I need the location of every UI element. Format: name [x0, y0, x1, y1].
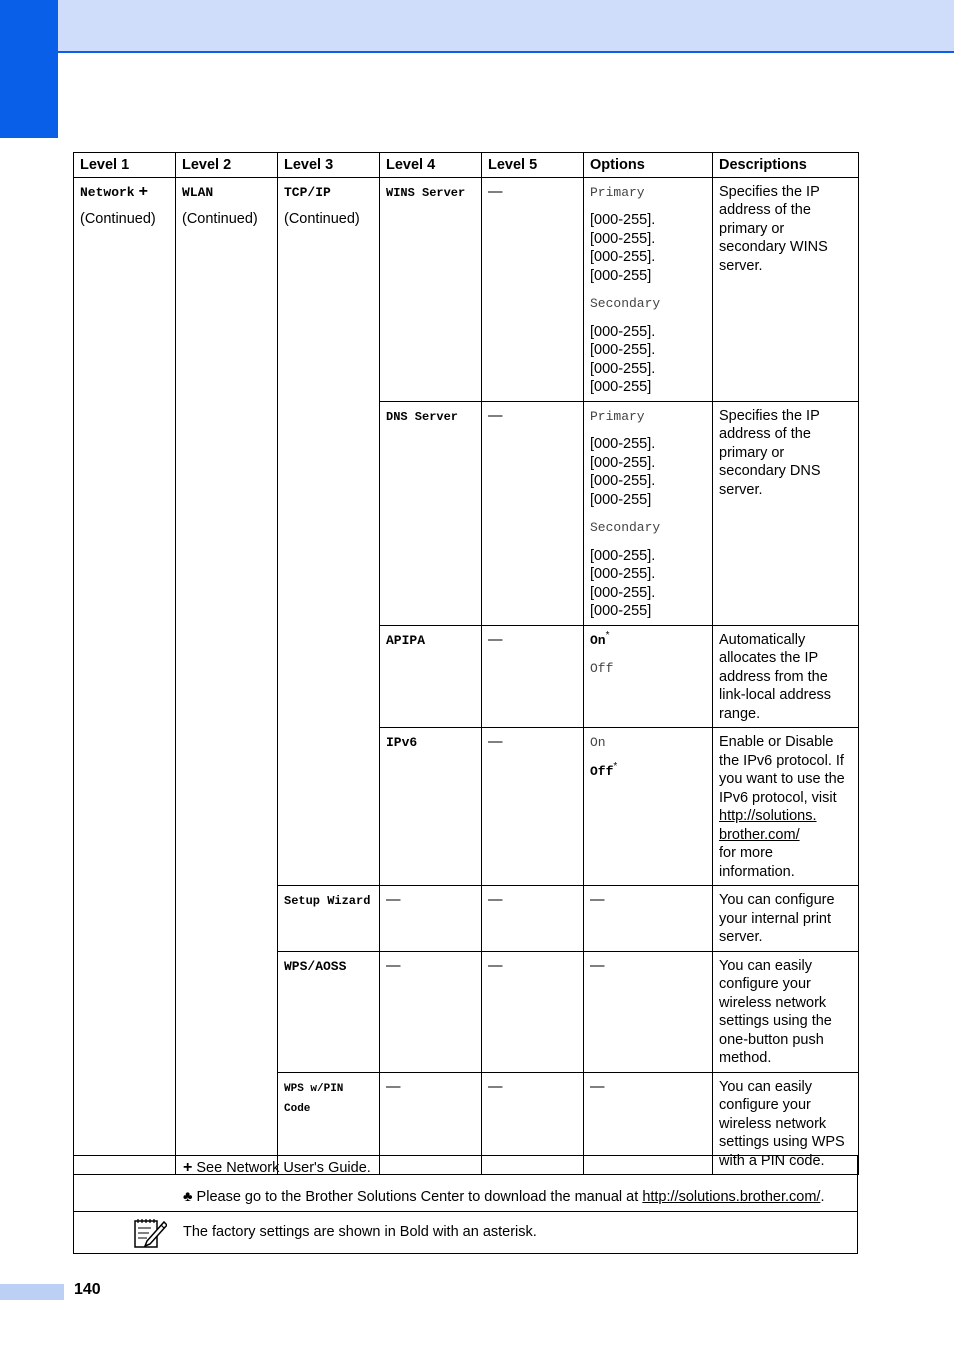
options-dash: —	[584, 1072, 713, 1175]
options-cell	[584, 177, 713, 401]
option-range: [000-255]	[590, 603, 652, 619]
option-range: [000-255].	[590, 212, 656, 228]
col-header-level2: Level 2	[176, 153, 278, 178]
level5-dash: —	[482, 951, 584, 1072]
footnotes-box	[73, 1155, 858, 1254]
option-range: [000-255].	[590, 342, 656, 358]
option-primary: Primary	[590, 184, 645, 200]
factory-settings-note: The factory settings are shown in Bold with an asterisk.	[183, 1224, 537, 1240]
col-header-level3: Level 3	[278, 153, 380, 178]
option-range: [000-255]	[590, 379, 652, 395]
level3-tcpip: TCP/IP	[284, 184, 331, 200]
options-cell	[584, 401, 713, 625]
level4-dash: —	[380, 886, 482, 952]
options-dash: —	[584, 886, 713, 952]
options-cell	[584, 625, 713, 728]
option-range: [000-255].	[590, 249, 656, 265]
settings-table	[73, 152, 859, 1175]
level3-wps-aoss: WPS/AOSS	[284, 958, 347, 974]
level3-continued: (Continued)	[284, 211, 360, 227]
level5-dash: —	[482, 728, 584, 886]
level4-apipa: APIPA	[386, 632, 426, 648]
level3-setup-wizard: Setup Wizard	[284, 894, 371, 908]
memo-pencil-icon	[133, 1217, 167, 1249]
col-header-level1: Level 1	[74, 153, 176, 178]
footnote-solutions-center	[183, 1188, 824, 1206]
solutions-link[interactable]: brother.com/	[719, 826, 800, 843]
level4-dns-server: DNS Server	[386, 409, 459, 424]
option-range: [000-255].	[590, 323, 656, 340]
level3-cell	[278, 177, 380, 886]
level5-dash: —	[482, 177, 584, 401]
level4-dash: —	[380, 951, 482, 1072]
header-row	[74, 153, 859, 178]
chapter-tab	[0, 0, 58, 138]
description-ipv6	[713, 728, 859, 886]
footnote-text: See Network User's Guide.	[196, 1160, 371, 1176]
col-header-options: Options	[584, 153, 713, 178]
description-setup-wizard: You can configure your internal print server.	[713, 886, 859, 952]
default-asterisk: *	[613, 760, 618, 772]
option-range: [000-255].	[590, 230, 656, 247]
description-wins: Specifies the IP address of the primary or secondary WINS server.	[713, 177, 859, 401]
club-symbol: ♣	[183, 1189, 193, 1205]
solutions-link[interactable]: http://solutions.	[719, 808, 817, 824]
header-band	[58, 0, 954, 53]
level1-cell	[74, 177, 176, 1175]
level5-dash: —	[482, 886, 584, 952]
level1-continued: (Continued)	[80, 211, 156, 227]
default-asterisk: *	[605, 629, 610, 641]
divider	[74, 1211, 857, 1212]
level2-wlan: WLAN	[182, 184, 214, 200]
level5-dash: —	[482, 625, 584, 728]
option-off: Off	[590, 661, 614, 676]
col-header-level5: Level 5	[482, 153, 584, 178]
col-header-level4: Level 4	[380, 153, 482, 178]
option-range: [000-255].	[590, 360, 656, 377]
plus-symbol: +	[183, 1159, 193, 1176]
level1-network: Network	[80, 184, 135, 200]
options-cell	[584, 728, 713, 886]
level2-cell	[176, 177, 278, 1175]
option-range: [000-255]	[590, 491, 652, 508]
option-primary: Primary	[590, 408, 645, 424]
level4-wins-server: WINS Server	[386, 185, 466, 200]
table-row	[74, 177, 859, 401]
description-text: for more information.	[719, 845, 795, 880]
plus-marker: +	[138, 182, 148, 200]
col-header-descriptions: Descriptions	[713, 153, 859, 178]
level3-wps-pin-code: WPS w/PIN Code	[284, 1082, 344, 1115]
option-range: [000-255].	[590, 547, 656, 564]
option-range: [000-255].	[590, 584, 656, 601]
footer-bar	[0, 1284, 64, 1300]
level5-dash: —	[482, 1072, 584, 1175]
description-apipa: Automatically allocates the IP address from the link-local address range.	[713, 625, 859, 728]
level4-ipv6: IPv6	[386, 735, 418, 750]
level5-dash: —	[482, 401, 584, 625]
option-on-default: On	[590, 632, 606, 648]
level4-dash: —	[380, 1072, 482, 1175]
option-range: [000-255].	[590, 436, 656, 452]
page-number: 140	[74, 1281, 101, 1298]
footnote-network-guide	[183, 1159, 371, 1177]
footnote-text: Please go to the Brother Solutions Center to download the manual at	[196, 1189, 639, 1205]
footnote-period: .	[820, 1189, 825, 1205]
option-range: [000-255].	[590, 473, 656, 489]
option-on: On	[590, 735, 606, 750]
option-secondary: Secondary	[590, 296, 661, 311]
option-range: [000-255]	[590, 267, 652, 284]
description-text: Enable or Disable the IPv6 protocol. If you want to use the IPv6 protocol, visit	[719, 734, 845, 806]
option-range: [000-255].	[590, 454, 656, 471]
description-wps-aoss: You can easily configure your wireless network settings using the one-button push method.	[713, 951, 859, 1072]
options-dash: —	[584, 951, 713, 1072]
option-secondary: Secondary	[590, 520, 661, 535]
solutions-center-link[interactable]: http://solutions.brother.com/	[642, 1189, 821, 1205]
option-range: [000-255].	[590, 566, 656, 582]
option-off-default: Off	[590, 763, 614, 779]
description-wps-pin: You can easily configure your wireless network settings using WPS with a PIN code.	[713, 1072, 859, 1175]
description-dns: Specifies the IP address of the primary or secondary DNS server.	[713, 401, 859, 625]
level2-continued: (Continued)	[182, 211, 258, 227]
